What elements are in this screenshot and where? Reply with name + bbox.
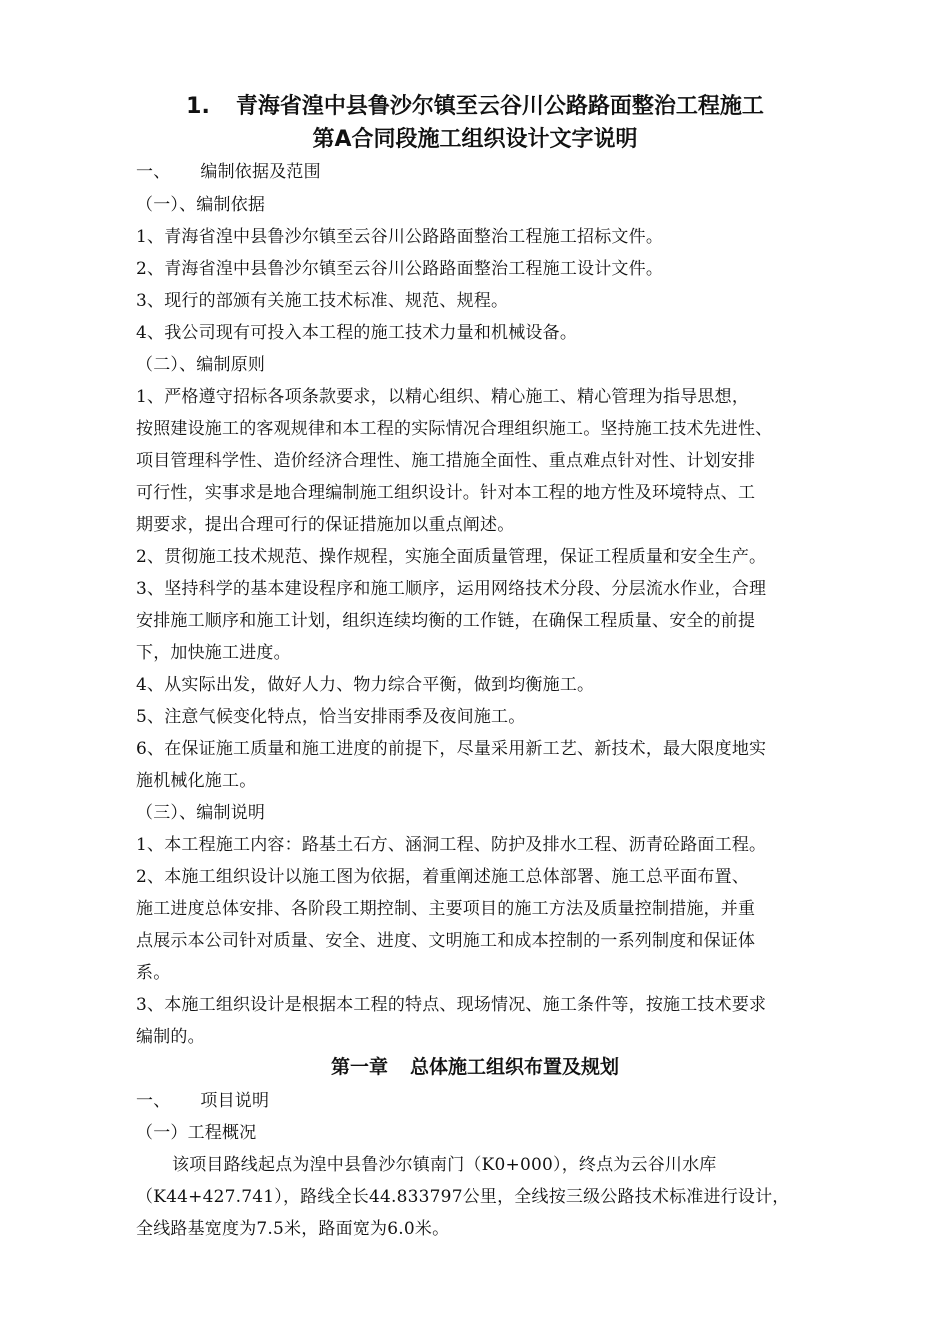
principles-line: 项目管理科学性、造价经济合理性、施工措施全面性、重点难点针对性、计划安排 xyxy=(136,451,756,471)
basis-item: 3、现行的部颁有关施工技术标准、规范、规程。 xyxy=(136,291,509,311)
principles-line: 4、从实际出发，做好人力、物力综合平衡，做到均衡施工。 xyxy=(136,675,595,695)
explanation-line: 3、本施工组织设计是根据本工程的特点、现场情况、施工条件等，按施工技术要求 xyxy=(136,995,767,1015)
subheading-overview: （一）工程概况 xyxy=(136,1123,257,1143)
basis-item: 4、我公司现有可投入本工程的施工技术力量和机械设备。 xyxy=(136,323,578,343)
basis-item: 1、青海省湟中县鲁沙尔镇至云谷川公路路面整治工程施工招标文件。 xyxy=(136,227,664,247)
principles-line: 按照建设施工的客观规律和本工程的实际情况合理组织施工。坚持施工技术先进性、 xyxy=(136,419,773,439)
explanation-line: 施工进度总体安排、各阶段工期控制、主要项目的施工方法及质量控制措施，并重 xyxy=(136,899,756,919)
subheading-explanation: （三）、编制说明 xyxy=(136,803,266,823)
section-heading-basis-scope xyxy=(136,160,856,184)
section-number: 一、 xyxy=(136,162,171,182)
document-title-line2: 第A合同段施工组织设计文字说明 xyxy=(312,127,638,152)
section-number: 一、 xyxy=(136,1091,171,1111)
explanation-line: 编制的。 xyxy=(136,1027,205,1047)
overview-line: （K44+427.741），路线全长44.833797公里，全线按三级公路技术标准进行设计， xyxy=(136,1187,790,1207)
principles-line: 可行性，实事求是地合理编制施工组织设计。针对本工程的地方性及环境特点、工 xyxy=(136,483,756,503)
title-text-line1: 青海省湟中县鲁沙尔镇至云谷川公路路面整治工程施工 xyxy=(235,94,764,119)
principles-line: 2、贯彻施工技术规范、操作规程，实施全面质量管理，保证工程质量和安全生产。 xyxy=(136,547,767,567)
chapter-heading xyxy=(0,1053,950,1081)
principles-line: 下，加快施工进度。 xyxy=(136,643,291,663)
principles-line: 3、坚持科学的基本建设程序和施工顺序，运用网络技术分段、分层流水作业，合理 xyxy=(136,579,767,599)
overview-line: 该项目路线起点为湟中县鲁沙尔镇南门（K0+000），终点为云谷川水库 xyxy=(172,1155,717,1175)
principles-line: 安排施工顺序和施工计划，组织连续均衡的工作链，在确保工程质量、安全的前提 xyxy=(136,611,756,631)
section-title: 项目说明 xyxy=(200,1091,270,1111)
chapter-label: 第一章 xyxy=(330,1056,388,1078)
explanation-line: 1、本工程施工内容：路基土石方、涵洞工程、防护及排水工程、沥青砼路面工程。 xyxy=(136,835,767,855)
subheading-principles: （二）、编制原则 xyxy=(136,355,266,375)
chapter-title: 总体施工组织布置及规划 xyxy=(410,1056,620,1078)
subheading-basis: （一）、编制依据 xyxy=(136,195,266,215)
document-title-line1 xyxy=(0,92,950,122)
principles-line: 期要求，提出合理可行的保证措施加以重点阐述。 xyxy=(136,515,515,535)
basis-item: 2、青海省湟中县鲁沙尔镇至云谷川公路路面整治工程施工设计文件。 xyxy=(136,259,664,279)
principles-line: 施机械化施工。 xyxy=(136,771,257,791)
overview-line: 全线路基宽度为7.5米，路面宽为6.0米。 xyxy=(136,1219,450,1239)
principles-line: 5、注意气候变化特点，恰当安排雨季及夜间施工。 xyxy=(136,707,526,727)
section-title: 编制依据及范围 xyxy=(200,162,321,182)
title-number: 1. xyxy=(186,94,210,119)
explanation-line: 点展示本公司针对质量、安全、进度、文明施工和成本控制的一系列制度和保证体 xyxy=(136,931,756,951)
principles-line: 1、严格遵守招标各项条款要求，以精心组织、精心施工、精心管理为指导思想， xyxy=(136,387,750,407)
section-heading-project xyxy=(136,1089,856,1113)
explanation-line: 2、本施工组织设计以施工图为依据，着重阐述施工总体部署、施工总平面布置、 xyxy=(136,867,750,887)
principles-line: 6、在保证施工质量和施工进度的前提下，尽量采用新工艺、新技术，最大限度地实 xyxy=(136,739,767,759)
explanation-line: 系。 xyxy=(136,963,171,983)
